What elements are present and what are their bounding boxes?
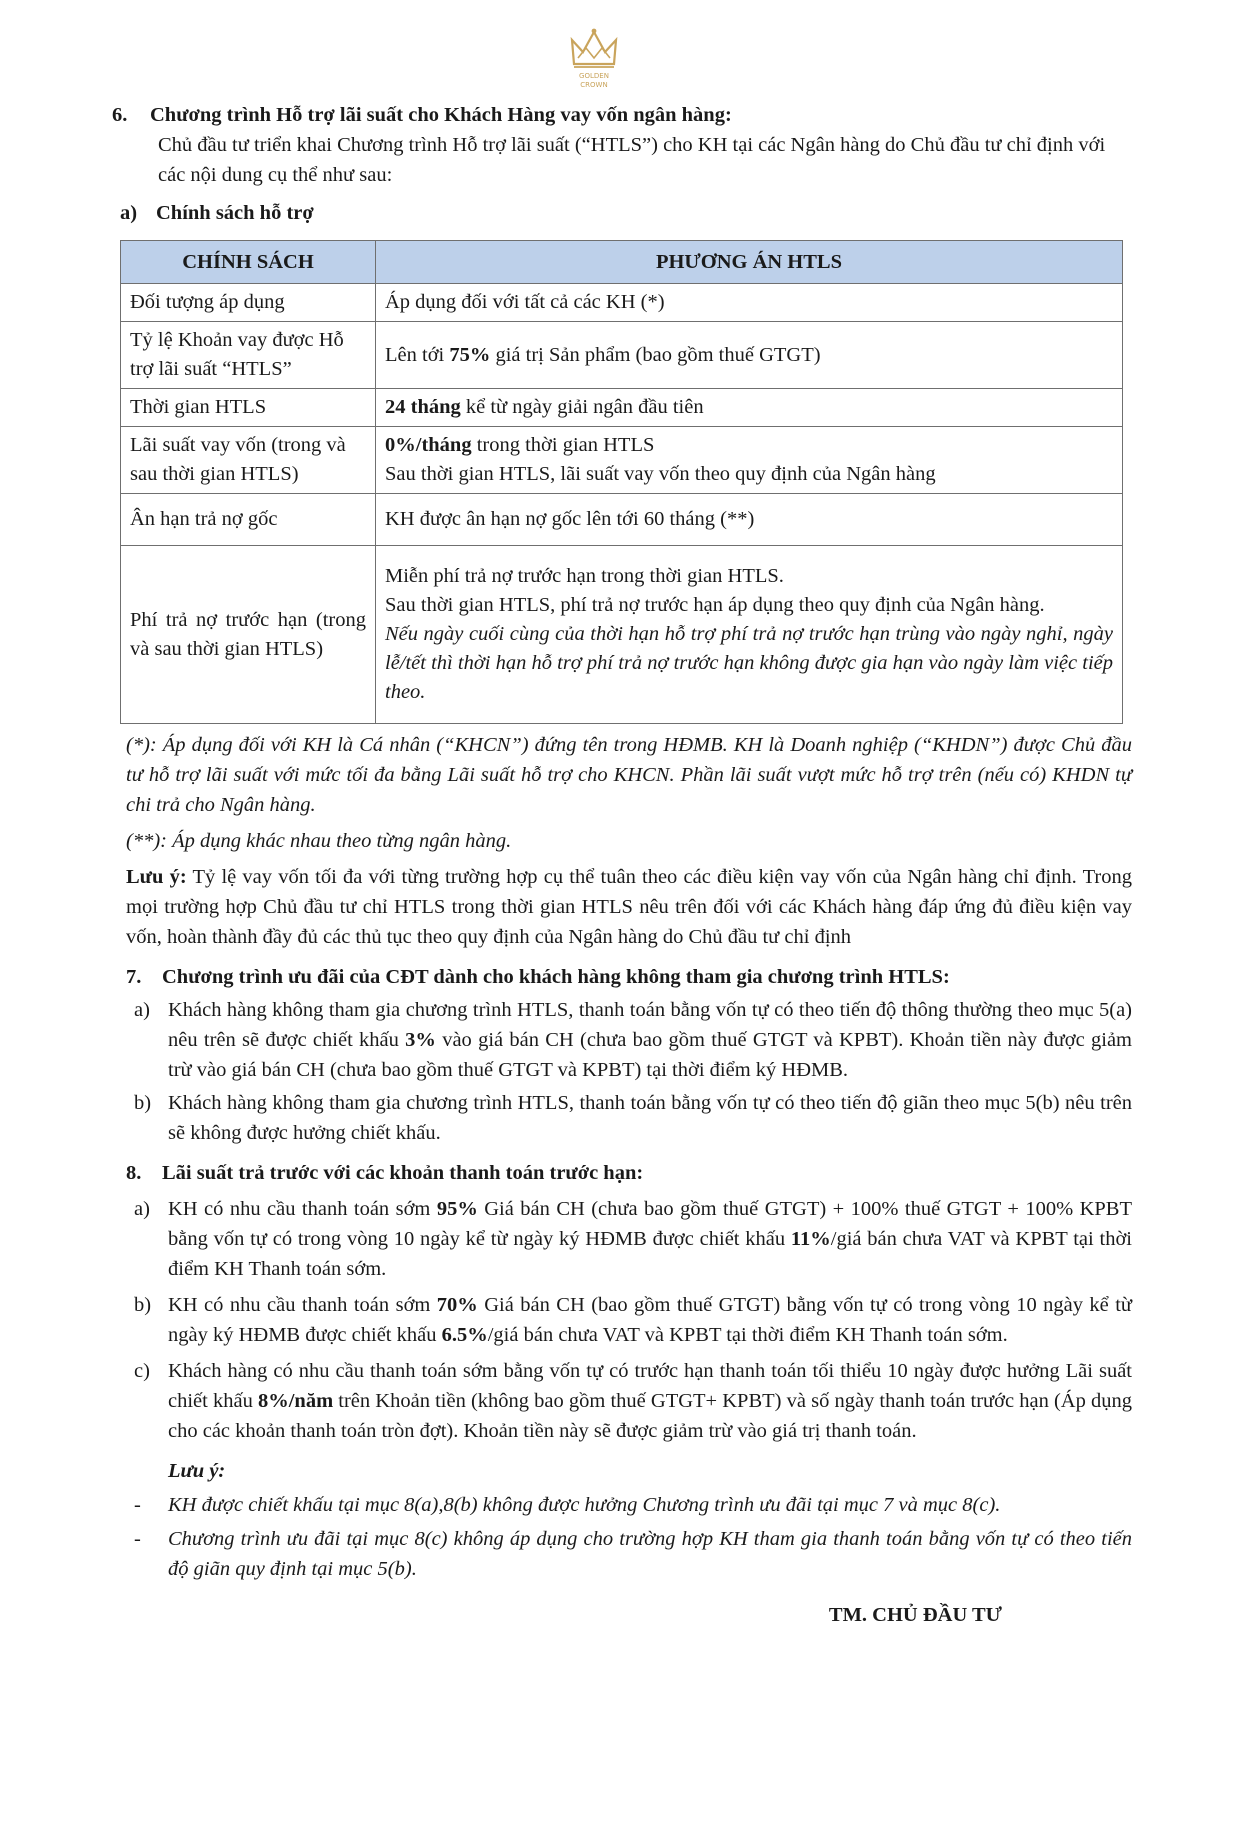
- policy-cell: Thời gian HTLS: [121, 389, 376, 427]
- section-7a-item: a) Khách hàng không tham gia chương trình HTLS, thanh toán bằng vốn tự có theo tiến độ thông thường theo mục 5(a) nêu trên sẽ được chiết khấu 3% vào giá bán CH (chưa bao gồm thuế GTGT và KPBT). Khoản tiền này được giảm trừ vào giá bán CH (chưa bao gồm thuế GTGT và KPBT) tại thời điểm ký HĐMB.: [134, 999, 1132, 1081]
- section-8-note-label: Lưu ý:: [168, 1460, 226, 1482]
- section-8-note-item: - KH được chiết khấu tại mục 8(a),8(b) không được hưởng Chương trình ưu đãi tại mục 7 và mục 8(c).: [134, 1494, 1001, 1516]
- section-6-intro: Chủ đầu tư triển khai Chương trình Hỗ trợ lãi suất (“HTLS”) cho KH tại các Ngân hàng do Chủ đầu tư chỉ định với các nội dung cụ thể như sau:: [158, 134, 1106, 186]
- signature-title: TM. CHỦ ĐẦU TƯ: [828, 1604, 1002, 1626]
- policy-cell: Ân hạn trả nợ gốc: [121, 494, 376, 546]
- table-row: [121, 389, 1123, 427]
- section-8-heading: 8. Lãi suất trả trước với các khoản thanh toán trước hạn:: [126, 1162, 644, 1184]
- plan-cell: 0%/tháng trong thời gian HTLS Sau thời gian HTLS, lãi suất vay vốn theo quy định của Ngân hàng: [376, 427, 1123, 494]
- table-row: [121, 284, 1123, 322]
- section-7b-item: b) Khách hàng không tham gia chương trình HTLS, thanh toán bằng vốn tự có theo tiến độ giãn theo mục 5(b) nêu trên sẽ không được hưởng chiết khấu.: [134, 1092, 1132, 1144]
- footnote-2: (**): Áp dụng khác nhau theo từng ngân hàng.: [126, 830, 512, 852]
- policy-cell: Phí trả nợ trước hạn (trong và sau thời gian HTLS): [121, 546, 376, 724]
- section-8a-item: a) KH có nhu cầu thanh toán sớm 95% Giá bán CH (chưa bao gồm thuế GTGT) + 100% thuế GTGT + 100% KPBT bằng vốn tự có trong vòng 10 ngày kể từ ngày ký HĐMB được chiết khấu 11%/giá bán chưa VAT và KPBT tại thời điểm KH Thanh toán sớm.: [134, 1198, 1132, 1280]
- section-6a-heading: a) Chính sách hỗ trợ: [120, 202, 314, 224]
- table-row: [121, 546, 1123, 724]
- table-header-row: [121, 241, 1123, 284]
- plan-cell: KH được ân hạn nợ gốc lên tới 60 tháng (**): [376, 494, 1123, 546]
- table-row: [121, 322, 1123, 389]
- policy-cell: Lãi suất vay vốn (trong và sau thời gian HTLS): [121, 427, 376, 494]
- policy-cell: Tỷ lệ Khoản vay được Hỗ trợ lãi suất “HTLS”: [121, 322, 376, 389]
- logo-text-golden: GOLDEN: [579, 72, 609, 80]
- golden-crown-logo: [566, 26, 622, 90]
- note-paragraph: Lưu ý: Tỷ lệ vay vốn tối đa với từng trường hợp cụ thể tuân theo các điều kiện vay vốn của Ngân hàng chỉ định. Trong mọi trường hợp Chủ đầu tư chỉ HTLS trong thời gian HTLS nêu trên đối với các Khách hàng đáp ứng đủ điều kiện vay vốn, hoàn thành đầy đủ các thủ tục theo quy định của Ngân hàng do Chủ đầu tư chỉ định: [126, 866, 1133, 948]
- footnote-1: (*): Áp dụng đối với KH là Cá nhân (“KHCN”) đứng tên trong HĐMB. KH là Doanh nghiệp (“KHDN”) được Chủ đầu tư hỗ trợ lãi suất với mức tối đa bằng Lãi suất hỗ trợ cho KHCN. Phần lãi suất vượt mức hỗ trợ trên (nếu có) KHDN tự chi trả cho Ngân hàng.: [126, 734, 1132, 816]
- table-row: [121, 427, 1123, 494]
- section-8b-item: b) KH có nhu cầu thanh toán sớm 70% Giá bán CH (bao gồm thuế GTGT) bằng vốn tự có trong vòng 10 ngày kể từ ngày ký HĐMB được chiết khấu 6.5%/giá bán chưa VAT và KPBT tại thời điểm KH Thanh toán sớm.: [134, 1294, 1132, 1346]
- interest-support-table: [120, 240, 1123, 724]
- section-6-heading: 6. Chương trình Hỗ trợ lãi suất cho Khách Hàng vay vốn ngân hàng:: [112, 104, 732, 126]
- document-body: [112, 100, 1132, 1630]
- table-row: [121, 494, 1123, 546]
- plan-cell: Miễn phí trả nợ trước hạn trong thời gian HTLS. Sau thời gian HTLS, phí trả nợ trước hạn áp dụng theo quy định của Ngân hàng. Nếu ngày cuối cùng của thời hạn hỗ trợ phí trả nợ trước hạn trùng vào ngày nghỉ, ngày lễ/tết thì thời hạn hỗ trợ phí trả nợ trước hạn không được gia hạn vào ngày làm việc tiếp theo.: [376, 546, 1123, 724]
- col-header-policy: CHÍNH SÁCH: [121, 241, 376, 284]
- plan-cell: Lên tới 75% giá trị Sản phẩm (bao gồm thuế GTGT): [376, 322, 1123, 389]
- col-header-plan: PHƯƠNG ÁN HTLS: [376, 241, 1123, 284]
- section-7-heading: 7. Chương trình ưu đãi của CĐT dành cho khách hàng không tham gia chương trình HTLS:: [126, 966, 950, 988]
- section-8c-item: c) Khách hàng có nhu cầu thanh toán sớm bằng vốn tự có trước hạn thanh toán tối thiểu 10 ngày được hưởng Lãi suất chiết khấu 8%/năm trên Khoản tiền (không bao gồm thuế GTGT+ KPBT) và số ngày thanh toán trước hạn (Áp dụng cho các khoản thanh toán tròn đợt). Khoản tiền này sẽ được giảm trừ vào giá trị thanh toán.: [134, 1360, 1132, 1442]
- plan-cell: Áp dụng đối với tất cả các KH (*): [376, 284, 1123, 322]
- logo-text-crown: CROWN: [580, 81, 608, 89]
- section-8-note-item: - Chương trình ưu đãi tại mục 8(c) không áp dụng cho trường hợp KH tham gia thanh toán bằng vốn tự có theo tiến độ giãn quy định tại mục 5(b).: [134, 1528, 1132, 1580]
- policy-cell: Đối tượng áp dụng: [121, 284, 376, 322]
- plan-cell: 24 tháng kể từ ngày giải ngân đầu tiên: [376, 389, 1123, 427]
